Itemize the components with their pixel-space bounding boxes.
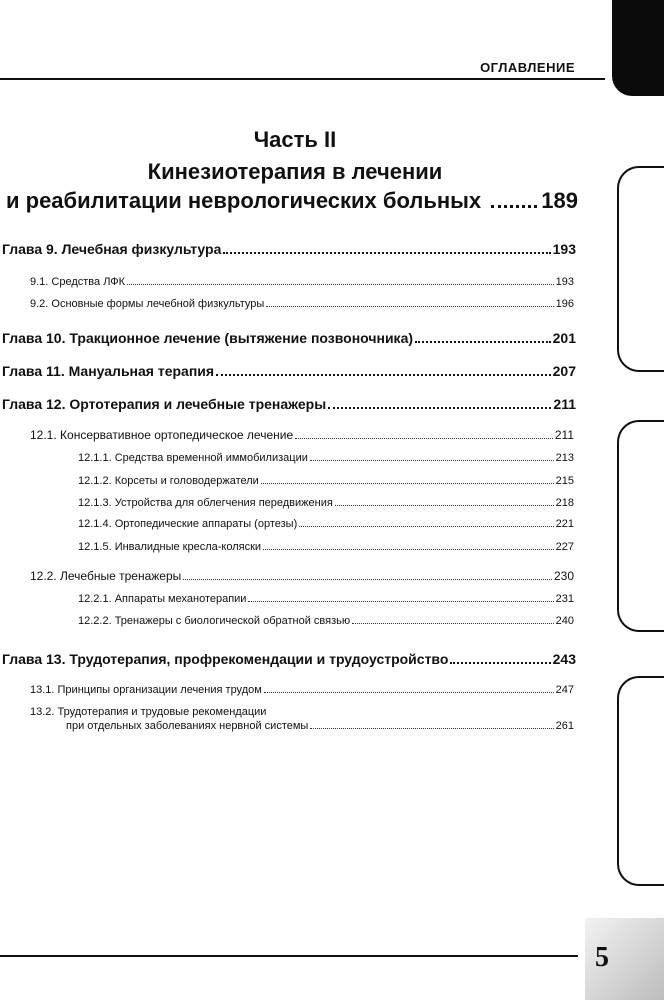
entry-title: Глава 9. Лечебная физкультура (2, 241, 222, 257)
part-title-line: Кинезиотерапия в лечении (147, 159, 443, 184)
toc-chapter-11[interactable] (2, 363, 576, 380)
leader-dots (299, 526, 553, 527)
page-ref: 196 (555, 298, 574, 310)
page-ref: 201 (552, 330, 576, 346)
page-ref: 193 (555, 276, 574, 288)
leader-dots (183, 579, 552, 580)
leader-dots (248, 601, 553, 602)
leader-dots (450, 662, 550, 664)
running-header: ОГЛАВЛЕНИЕ (480, 60, 575, 75)
page-ref: 261 (555, 720, 574, 732)
entry-title: 12.1.1. Средства временной иммобилизации (78, 452, 308, 464)
toc-section-12-2[interactable] (30, 569, 574, 584)
entry-title: Глава 12. Ортотерапия и лечебные тренажеры (2, 396, 327, 412)
entry-title: 12.1.4. Ортопедические аппараты (ортезы) (78, 518, 298, 530)
entry-title: 12.1. Консервативное ортопедическое лечение (30, 428, 294, 442)
entry-title: 12.2. Лечебные тренажеры (30, 569, 182, 583)
page-ref: 211 (554, 428, 574, 442)
toc-section-12-1-5[interactable] (78, 541, 574, 554)
toc-section-12-1-2[interactable] (78, 475, 574, 488)
leader-dots (261, 483, 554, 484)
toc-section-12-2-2[interactable] (78, 615, 574, 628)
leader-dots (310, 728, 553, 729)
page-ref: 247 (555, 684, 574, 696)
toc-section-12-2-1[interactable] (78, 593, 574, 606)
page-ref: 221 (555, 518, 574, 530)
entry-title: 13.1. Принципы организации лечения трудом (30, 684, 262, 696)
page-ref: 211 (553, 396, 576, 412)
page-ref: 231 (555, 593, 574, 605)
toc-section-12-1[interactable] (30, 428, 574, 443)
leader-dots (263, 549, 554, 550)
entry-title: 13.2. Трудотерапия и трудовые рекомендации (30, 706, 267, 718)
leader-dots (264, 692, 554, 693)
part-title-line: и реабилитации неврологических больных (6, 188, 482, 213)
leader-dots (216, 374, 551, 376)
leader-dots (266, 306, 553, 307)
entry-title: 12.1.5. Инвалидные кресла-коляски (78, 541, 262, 553)
leader-dots (352, 623, 554, 624)
leader-dots (328, 407, 551, 409)
part-number: Часть II (253, 127, 337, 152)
page-ref: 215 (555, 475, 574, 487)
toc-section-12-1-4[interactable] (78, 518, 574, 531)
toc-section-13-2[interactable] (30, 705, 574, 733)
page-ref: 243 (552, 651, 576, 667)
leader-dots (310, 460, 554, 461)
page-number: 5 (595, 942, 609, 973)
toc-chapter-13[interactable] (2, 651, 576, 668)
page-ref: 240 (555, 615, 574, 627)
edge-thumb-tab-1 (617, 166, 664, 372)
entry-title: 12.1.3. Устройства для облегчения передвижения (78, 497, 333, 509)
edge-thumb-tab-3 (617, 676, 664, 886)
page-ref: 207 (552, 363, 576, 379)
toc-chapter-10[interactable] (2, 330, 576, 347)
toc-chapter-12[interactable] (2, 396, 576, 413)
toc-chapter-9[interactable] (2, 241, 576, 258)
leader-dots (127, 284, 554, 285)
part-heading (0, 124, 590, 188)
entry-title: Глава 10. Тракционное лечение (вытяжение позвоночника) (2, 330, 414, 346)
page-ref: 230 (553, 569, 574, 583)
toc-section-9-1[interactable] (30, 276, 574, 289)
part-entry[interactable] (0, 188, 578, 214)
edge-thumb-tab-2 (617, 420, 664, 632)
toc-section-12-1-3[interactable] (78, 497, 574, 510)
leader-dots (415, 341, 551, 343)
header-rule (0, 78, 605, 80)
entry-title: 12.2.2. Тренажеры с биологической обратной связью (78, 615, 351, 627)
toc-section-12-1-1[interactable] (78, 452, 574, 465)
toc-section-9-2[interactable] (30, 298, 574, 311)
page-ref: 227 (555, 541, 574, 553)
page-ref: 213 (555, 452, 574, 464)
entry-title: 9.1. Средства ЛФК (30, 276, 126, 288)
page-ref: 218 (555, 497, 574, 509)
leader-dots (223, 252, 550, 254)
entry-title-continuation (30, 719, 574, 733)
entry-title: при отдельных заболеваниях нервной системы (66, 720, 309, 732)
entry-title: 9.2. Основные формы лечебной физкультуры (30, 298, 265, 310)
entry-title: Глава 11. Мануальная терапия (2, 363, 215, 379)
leader-dots (295, 438, 553, 439)
corner-thumb-tab (612, 0, 664, 96)
leader-dots (335, 505, 554, 506)
footer-rule (0, 955, 578, 957)
leader-dots (491, 205, 537, 208)
entry-title: Глава 13. Трудотерапия, профрекомендации и трудоустройство (2, 651, 449, 667)
page-ref: 189 (541, 188, 578, 213)
toc-section-13-1[interactable] (30, 684, 574, 697)
entry-title: 12.1.2. Корсеты и головодержатели (78, 475, 259, 487)
entry-title: 12.2.1. Аппараты механотерапии (78, 593, 247, 605)
page-ref: 193 (552, 241, 576, 257)
